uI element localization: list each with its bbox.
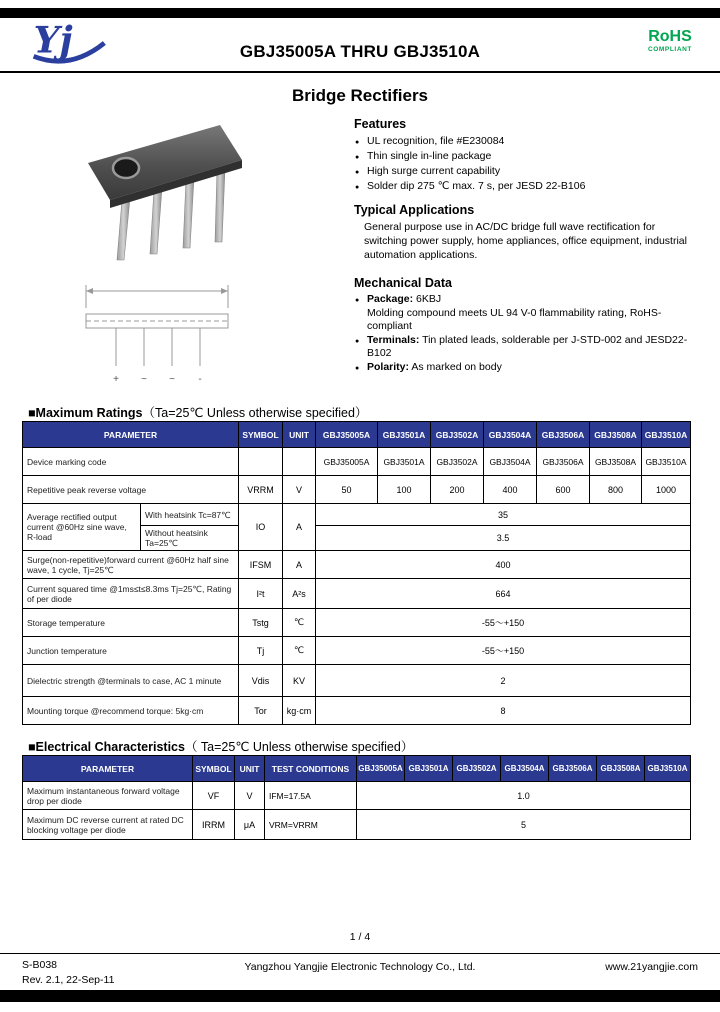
table-row: [23, 448, 691, 476]
max-ratings-title-note: （Ta=25℃ Unless otherwise specified）: [142, 406, 368, 420]
value-cell: 35: [316, 504, 691, 526]
symbol-cell: Vdis: [239, 665, 283, 697]
th-part: GBJ3508A: [597, 756, 645, 782]
value-cell: 100: [378, 476, 431, 504]
symbol-cell: I²t: [239, 579, 283, 609]
bottom-border-bar: [0, 990, 720, 1002]
value-cell: GBJ3506A: [537, 448, 590, 476]
value-cell: 1.0: [357, 782, 691, 810]
elec-char-title-note: （ Ta=25℃ Unless otherwise specified）: [184, 740, 414, 754]
rohs-badge: [648, 28, 692, 53]
param-cell: Current squared time @1ms≤t≤8.3ms Tj=25℃, Rating of per diode: [23, 579, 239, 609]
mechanical-item-text: 6KBJ: [416, 293, 442, 305]
value-cell: GBJ3504A: [484, 448, 537, 476]
features-list: [354, 134, 694, 194]
unit-cell: A: [283, 551, 316, 579]
mechanical-list: [354, 293, 700, 374]
unit-cell: μA: [235, 810, 265, 840]
unit-cell: V: [283, 476, 316, 504]
max-ratings-title: [28, 403, 367, 421]
mechanical-item: [354, 293, 700, 334]
unit-cell: KV: [283, 665, 316, 697]
value-cell: 664: [316, 579, 691, 609]
unit-cell: A: [283, 504, 316, 551]
symbol-cell: VF: [193, 782, 235, 810]
param-cell: Device marking code: [23, 448, 239, 476]
rohs-label: RoHS: [648, 28, 692, 45]
test-condition-cell: IFM=17.5A: [265, 782, 357, 810]
mechanical-item-text: Tin plated leads, solderable per J-STD-002 and JESD22-B102: [367, 333, 688, 359]
param-cell: Mounting torque @recommend torque: 5kg·cm: [23, 697, 239, 725]
table-row: [23, 697, 691, 725]
th-part: GBJ3510A: [642, 422, 691, 448]
polarity-plus: +: [113, 374, 119, 385]
symbol-cell: IFSM: [239, 551, 283, 579]
table-header-row: [23, 756, 691, 782]
symbol-cell: Tstg: [239, 609, 283, 637]
mechanical-item-label: Package:: [367, 293, 414, 305]
param-cell: Repetitive peak reverse voltage: [23, 476, 239, 504]
company-name: Yangzhou Yangjie Electronic Technology Co., Ltd.: [244, 961, 476, 973]
th-part: GBJ3502A: [453, 756, 501, 782]
th-parameter: PARAMETER: [23, 756, 193, 782]
typical-applications-heading: Typical Applications: [354, 203, 475, 217]
param-cell: Dielectric strength @terminals to case, AC 1 minute: [23, 665, 239, 697]
page-number: 1 / 4: [349, 931, 371, 943]
value-cell: -55～+150: [316, 609, 691, 637]
value-cell: 50: [316, 476, 378, 504]
table-row: [23, 579, 691, 609]
param-cell: Maximum instantaneous forward voltage drop per diode: [23, 782, 193, 810]
elec-char-table: [22, 755, 691, 840]
th-part: GBJ3504A: [484, 422, 537, 448]
mechanical-item-note: Molding compound meets UL 94 V-0 flammability rating, RoHS-compliant: [367, 306, 662, 332]
value-cell: GBJ3501A: [378, 448, 431, 476]
param-cell: Maximum DC reverse current at rated DC blocking voltage per diode: [23, 810, 193, 840]
symbol-cell: VRRM: [239, 476, 283, 504]
th-part: GBJ35005A: [316, 422, 378, 448]
symbol-cell: Tj: [239, 637, 283, 665]
features-section: [354, 117, 694, 194]
value-cell: 200: [431, 476, 484, 504]
elec-char-title-bold: ■Electrical Characteristics: [28, 740, 185, 754]
product-photo-image: [78, 108, 258, 268]
table-row: [23, 551, 691, 579]
dimension-lines: [86, 285, 228, 366]
th-part: GBJ3508A: [590, 422, 642, 448]
value-cell: 600: [537, 476, 590, 504]
param-cell: Junction temperature: [23, 637, 239, 665]
unit-cell: ℃: [283, 637, 316, 665]
condition-cell: With heatsink Tc=87℃: [141, 504, 239, 526]
table-header-row: [23, 422, 691, 448]
unit-cell: V: [235, 782, 265, 810]
feature-item: ● Solder dip 275 ℃ max. 7 s, per JESD 22-B106: [354, 179, 694, 194]
feature-item: ● UL recognition, file #E230084: [354, 134, 694, 149]
feature-item: ● Thin single in-line package: [354, 149, 694, 164]
table-row: [23, 782, 691, 810]
value-cell: 2: [316, 665, 691, 697]
polarity-minus: -: [198, 374, 202, 385]
unit-cell: ℃: [283, 609, 316, 637]
mechanical-data-section: [354, 276, 700, 374]
th-unit: UNIT: [283, 422, 316, 448]
value-cell: -55～+150: [316, 637, 691, 665]
th-symbol: SYMBOL: [239, 422, 283, 448]
value-cell: GBJ3510A: [642, 448, 691, 476]
value-cell: 800: [590, 476, 642, 504]
param-cell: Surge(non-repetitive)forward current @60Hz half sine wave, 1 cycle, Tj=25℃: [23, 551, 239, 579]
feature-item: ● High surge current capability: [354, 164, 694, 179]
th-parameter: PARAMETER: [23, 422, 239, 448]
table-row: [23, 810, 691, 840]
th-part: GBJ3510A: [645, 756, 691, 782]
value-cell: 400: [484, 476, 537, 504]
unit-cell: kg·cm: [283, 697, 316, 725]
product-family-title: Bridge Rectifiers: [291, 86, 429, 105]
typical-applications-section: [354, 203, 694, 262]
th-symbol: SYMBOL: [193, 756, 235, 782]
test-condition-cell: VRM=VRRM: [265, 810, 357, 840]
empty-cell: [283, 448, 316, 476]
mechanical-item-label: Polarity:: [367, 360, 410, 373]
website-url: www.21yangjie.com: [605, 961, 698, 973]
value-cell: 400: [316, 551, 691, 579]
th-test-conditions: TEST CONDITIONS: [265, 756, 357, 782]
value-cell: GBJ35005A: [316, 448, 378, 476]
header-divider: [0, 71, 720, 73]
polarity-ac2: ~: [169, 374, 175, 385]
symbol-cell: IRRM: [193, 810, 235, 840]
value-cell: 1000: [642, 476, 691, 504]
table-row: [23, 504, 691, 526]
th-part: GBJ3501A: [378, 422, 431, 448]
features-heading: Features: [354, 117, 407, 131]
condition-cell: Without heatsink Ta=25℃: [141, 526, 239, 551]
th-part: GBJ35005A: [357, 756, 405, 782]
th-part: GBJ3504A: [501, 756, 549, 782]
table-row: [23, 609, 691, 637]
table-row: [23, 665, 691, 697]
table-row: [23, 476, 691, 504]
elec-char-title: [28, 737, 413, 755]
empty-cell: [239, 448, 283, 476]
mechanical-item-label: Terminals:: [367, 333, 420, 346]
rohs-compliant-label: COMPLIANT: [647, 46, 692, 53]
th-unit: UNIT: [235, 756, 265, 782]
logo-text: Yj: [33, 18, 73, 62]
value-cell: GBJ3508A: [590, 448, 642, 476]
th-part: GBJ3506A: [549, 756, 597, 782]
revision-label: Rev. 2.1, 22-Sep-11: [22, 974, 115, 986]
unit-cell: A²s: [283, 579, 316, 609]
symbol-cell: IO: [239, 504, 283, 551]
mechanical-item-text: As marked on body: [411, 360, 502, 373]
polarity-markings: [113, 374, 202, 385]
max-ratings-title-bold: ■Maximum Ratings: [28, 406, 143, 420]
polarity-ac1: ~: [141, 374, 147, 385]
max-ratings-table: [22, 421, 691, 725]
table-row: [23, 637, 691, 665]
value-cell: 8: [316, 697, 691, 725]
mechanical-data-heading: Mechanical Data: [354, 276, 452, 290]
symbol-cell: Tor: [239, 697, 283, 725]
th-part: GBJ3506A: [537, 422, 590, 448]
dimension-drawing: [78, 280, 240, 392]
mechanical-item: [354, 361, 700, 375]
typical-applications-text: General purpose use in AC/DC bridge full wave rectification for switching power supply, home appliances, office equipment, industrial automation applications.: [364, 221, 687, 261]
document-id: S-B038: [22, 959, 58, 971]
value-cell: GBJ3502A: [431, 448, 484, 476]
mechanical-item: [354, 334, 700, 361]
th-part: GBJ3501A: [405, 756, 453, 782]
value-cell: 3.5: [316, 526, 691, 551]
footer-divider: [0, 953, 720, 954]
page-title: GBJ35005A THRU GBJ3510A: [239, 42, 481, 61]
param-cell: Storage temperature: [23, 609, 239, 637]
param-cell: Average rectified output current @60Hz sine wave, R-load: [23, 504, 141, 551]
th-part: GBJ3502A: [431, 422, 484, 448]
value-cell: 5: [357, 810, 691, 840]
